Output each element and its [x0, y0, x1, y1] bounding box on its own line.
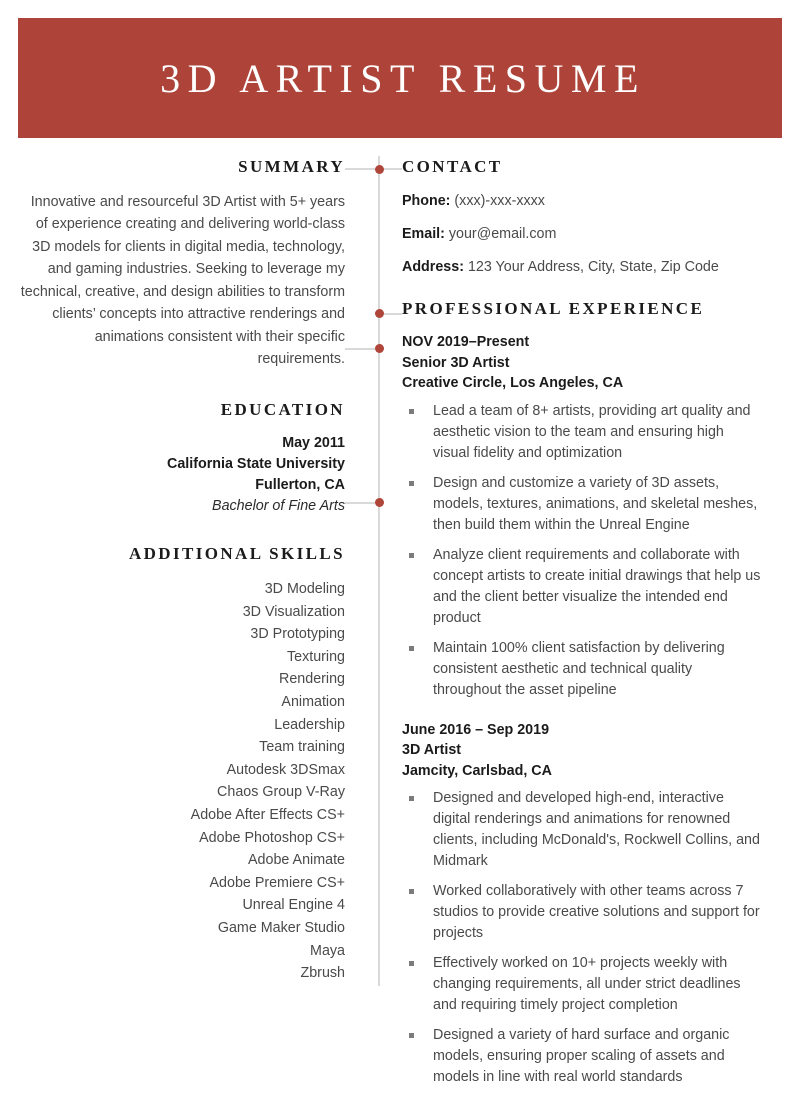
skill-item: 3D Visualization	[242, 603, 345, 620]
skill-item: Adobe Photoshop CS+	[199, 829, 345, 846]
job-bullet	[402, 881, 764, 944]
contact-row	[402, 257, 764, 278]
divider-tick-skills	[345, 502, 375, 504]
divider-dot-summary	[375, 165, 384, 174]
job-bullet	[402, 473, 764, 536]
job-bullet	[402, 545, 764, 629]
skill-item: Texturing	[286, 648, 345, 665]
skill-item: Zbrush	[300, 965, 345, 982]
skill-item: Adobe Animate	[248, 852, 345, 869]
divider-tick-contact	[384, 168, 402, 170]
contact-label: Email:	[402, 225, 445, 242]
contact-list	[402, 191, 764, 278]
skill-item: Adobe Premiere CS+	[209, 874, 345, 891]
contact-label: Address:	[402, 258, 464, 275]
square-bullet-icon	[409, 646, 414, 651]
square-bullet-icon	[409, 1033, 414, 1038]
contact-section	[402, 158, 764, 278]
contact-value: 123 Your Address, City, State, Zip Code	[463, 258, 719, 275]
resume-body	[0, 138, 800, 1086]
job-bullet-text: Maintain 100% client satisfaction by delivering consistent aesthetic and technical quality throughout the asset pipeline	[433, 639, 725, 698]
summary-heading: SUMMARY	[238, 157, 345, 176]
education-location: Fullerton, CA	[255, 477, 345, 494]
contact-label: Phone:	[402, 192, 451, 209]
job-bullet	[402, 788, 764, 872]
education-school: California State University	[167, 456, 345, 473]
square-bullet-icon	[409, 961, 414, 966]
job-bullet-text: Analyze client requirements and collaborate with concept artists to create initial drawings that help us and the client better visualize the intended end product	[433, 546, 761, 626]
left-column	[20, 138, 345, 1001]
skill-item: Maya	[310, 942, 345, 959]
job-bullet-list	[402, 401, 764, 701]
skill-item: Leadership	[274, 716, 345, 733]
square-bullet-icon	[409, 409, 414, 414]
divider-dot-education	[375, 344, 384, 353]
job-title: Senior 3D Artist	[402, 354, 510, 371]
right-column	[402, 138, 764, 1097]
skill-item: Rendering	[279, 671, 345, 688]
education-entry	[20, 433, 345, 517]
contact-row	[402, 224, 764, 245]
contact-row	[402, 191, 764, 212]
education-heading: EDUCATION	[220, 399, 345, 419]
section-divider	[378, 156, 380, 986]
job-bullet-text: Designed and developed high-end, interactive digital renderings and animations for renowned clients, including McDonald's, Rockwell Collins, and Midmark	[433, 790, 760, 870]
skills-heading: ADDITIONAL SKILLS	[128, 544, 345, 564]
job-bullet-text: Worked collaboratively with other teams across 7 studios to provide creative solutions and support for projects	[433, 883, 760, 942]
summary-section	[20, 158, 345, 371]
contact-value: your@email.com	[444, 225, 557, 242]
experience-heading: PROFESSIONAL EXPERIENCE	[402, 298, 705, 318]
skill-item: Game Maker Studio	[217, 919, 345, 936]
education-date: May 2011	[282, 435, 345, 452]
job-entry	[402, 332, 764, 701]
skill-item: Unreal Engine 4	[242, 897, 345, 914]
skill-item: Adobe After Effects CS+	[190, 807, 345, 823]
job-bullet-text: Design and customize a variety of 3D assets, models, textures, animations, and skeletal meshes, then build them within the Unreal Engine	[433, 474, 758, 533]
contact-value: (xxx)-xxx-xxxx	[450, 192, 545, 209]
skill-item: 3D Prototyping	[250, 626, 345, 643]
skills-list	[20, 578, 345, 985]
education-degree: Bachelor of Fine Arts	[212, 498, 345, 515]
job-company: Creative Circle, Los Angeles, CA	[402, 375, 624, 392]
skills-section	[20, 545, 345, 984]
job-company: Jamcity, Carlsbad, CA	[402, 762, 552, 779]
divider-tick-summary	[345, 168, 375, 170]
skill-item: Autodesk 3DSmax	[226, 761, 345, 778]
job-bullet-text: Lead a team of 8+ artists, providing art quality and aesthetic vision to the team and ensuring high visual fidelity and optimization	[433, 402, 751, 461]
divider-tick-experience	[384, 313, 402, 315]
summary-text: Innovative and resourceful 3D Artist with 5+ years of experience creating and delivering world-class 3D models for clients in digital media, technology, and gaming industries. Seeking to leverage my technical, creative, and design abilities to transform clients’ concepts into attractive renderings and animations consistent with their specific requirements.	[20, 193, 345, 368]
job-bullet	[402, 953, 764, 1016]
divider-tick-education	[345, 348, 375, 350]
page-title: 3D ARTIST RESUME	[160, 55, 646, 101]
skill-item: Animation	[281, 694, 345, 711]
square-bullet-icon	[409, 889, 414, 894]
square-bullet-icon	[409, 481, 414, 486]
square-bullet-icon	[409, 553, 414, 558]
jobs-list	[402, 332, 764, 1088]
job-bullet-text: Designed a variety of hard surface and organic models, ensuring proper scaling of assets and models in line with real world standards	[433, 1027, 730, 1086]
experience-section	[402, 300, 764, 1089]
job-dates: June 2016 – Sep 2019	[402, 721, 550, 738]
job-bullet	[402, 638, 764, 701]
header-banner	[18, 18, 782, 138]
job-bullet	[402, 401, 764, 464]
job-entry	[402, 720, 764, 1089]
skill-item: 3D Modeling	[264, 581, 345, 598]
square-bullet-icon	[409, 796, 414, 801]
skill-item: Chaos Group V-Ray	[217, 784, 345, 801]
job-title: 3D Artist	[402, 742, 462, 759]
divider-dot-experience	[375, 309, 384, 318]
job-dates: NOV 2019–Present	[402, 334, 530, 351]
divider-dot-skills	[375, 498, 384, 507]
job-bullet-list	[402, 788, 764, 1088]
contact-heading: CONTACT	[402, 157, 503, 176]
education-section	[20, 401, 345, 518]
skill-item: Team training	[259, 739, 345, 756]
job-bullet-text: Effectively worked on 10+ projects weekly with changing requirements, all under strict deadlines and requiring timely project completion	[433, 955, 741, 1014]
